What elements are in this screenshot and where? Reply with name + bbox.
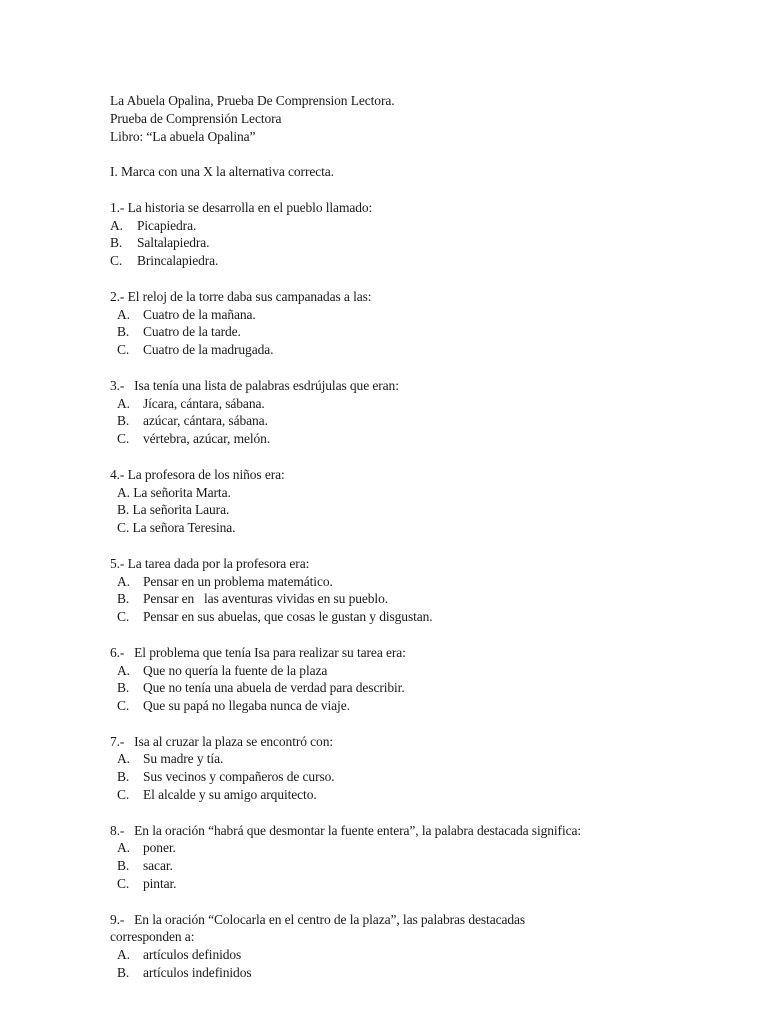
- question-text: 7.- Isa al cruzar la plaza se encontró con:: [110, 733, 334, 749]
- option-a[interactable]: A. Pensar en un problema matemático.: [117, 573, 333, 589]
- question-text: 4.- La profesora de los niños era:: [110, 466, 285, 482]
- question-2: [110, 288, 730, 359]
- question-text: 9.- En la oración “Colocarla en el centro de la plaza”, las palabras destacadas: [110, 911, 526, 927]
- option-a[interactable]: A. Su madre y tía.: [117, 751, 224, 767]
- option-b[interactable]: B. Sus vecinos y compañeros de curso.: [117, 769, 335, 785]
- question-text: 1.- La historia se desarrolla en el pueblo llamado:: [110, 199, 373, 215]
- option-a[interactable]: A. poner.: [117, 840, 176, 856]
- option-a[interactable]: A. Cuatro de la mañana.: [117, 306, 256, 322]
- question-3: [110, 377, 730, 448]
- question-5: [110, 555, 730, 626]
- instruction: I. Marca con una X la alternativa correcta.: [110, 164, 334, 180]
- question-4: [110, 466, 730, 537]
- option-b[interactable]: B. sacar.: [117, 858, 173, 874]
- question-6: [110, 644, 730, 715]
- book-title: Libro: “La abuela Opalina”: [110, 128, 256, 144]
- question-text: 6.- El problema que tenía Isa para realizar su tarea era:: [110, 644, 406, 660]
- document-title: La Abuela Opalina, Prueba De Comprension Lectora.: [110, 93, 395, 108]
- option-c[interactable]: C. Brincalapiedra.: [110, 253, 219, 269]
- option-b[interactable]: B. Saltalapiedra.: [110, 235, 210, 251]
- document-subtitle: Prueba de Comprensión Lectora: [110, 110, 282, 126]
- document-page: [110, 92, 730, 982]
- option-a[interactable]: A. La señorita Marta.: [117, 484, 231, 500]
- option-a[interactable]: A. Que no quería la fuente de la plaza: [117, 662, 328, 678]
- option-b[interactable]: B. azúcar, cántara, sábana.: [117, 413, 268, 429]
- option-a[interactable]: A. Jícara, cántara, sábana.: [117, 395, 265, 411]
- question-9: [110, 911, 730, 982]
- option-c[interactable]: C. Que su papá no llegaba nunca de viaje.: [117, 698, 350, 714]
- question-8: [110, 822, 730, 893]
- question-text: 8.- En la oración “habrá que desmontar la fuente entera”, la palabra destacada significa:: [110, 822, 582, 838]
- option-c[interactable]: C. vértebra, azúcar, melón.: [117, 431, 271, 447]
- option-c[interactable]: C. Cuatro de la madrugada.: [117, 342, 274, 358]
- option-b[interactable]: B. artículos indefinidos: [117, 965, 252, 981]
- option-c[interactable]: C. Pensar en sus abuelas, que cosas le gustan y disgustan.: [117, 609, 433, 625]
- option-b[interactable]: B. Que no tenía una abuela de verdad para describir.: [117, 680, 405, 696]
- question-1: [110, 199, 730, 270]
- option-c[interactable]: C. La señora Teresina.: [117, 520, 236, 536]
- question-text: 2.- El reloj de la torre daba sus campanadas a las:: [110, 288, 372, 304]
- option-b[interactable]: B. Cuatro de la tarde.: [117, 324, 241, 340]
- question-text: 5.- La tarea dada por la profesora era:: [110, 555, 310, 571]
- option-c[interactable]: C. El alcalde y su amigo arquitecto.: [117, 787, 317, 803]
- question-text-continued: corresponden a:: [110, 929, 195, 945]
- option-b[interactable]: B. Pensar en las aventuras vividas en su pueblo.: [117, 591, 388, 607]
- option-b[interactable]: B. La señorita Laura.: [117, 502, 230, 518]
- option-a[interactable]: A. artículos definidos: [117, 947, 242, 963]
- question-7: [110, 733, 730, 804]
- option-c[interactable]: C. pintar.: [117, 876, 177, 892]
- option-a[interactable]: A. Picapiedra.: [110, 217, 197, 233]
- question-text: 3.- Isa tenía una lista de palabras esdrújulas que eran:: [110, 377, 399, 393]
